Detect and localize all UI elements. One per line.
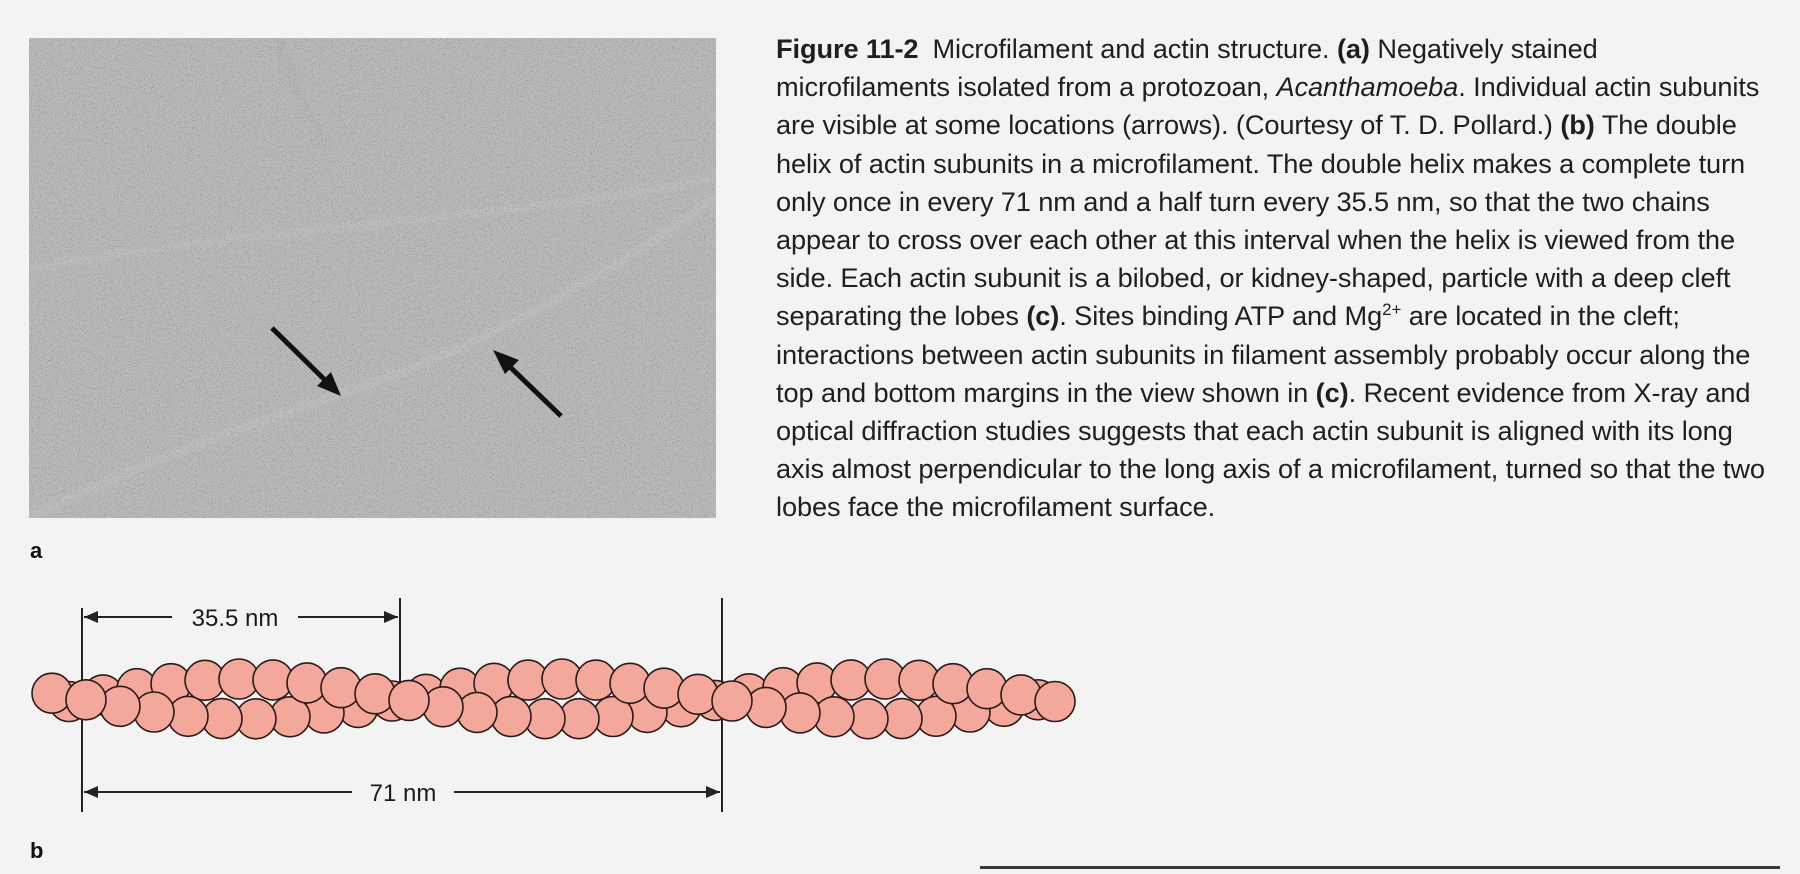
actin-subunit — [712, 681, 752, 721]
actin-subunit — [678, 674, 718, 714]
caption-segment: . Recent evidence from X-ray and optical diffraction studies suggests that each actin subunit is aligned with its long axis almost perpendicular to the long axis of a microfilament, turned so that the two lobes face the microfilament surface. — [776, 376, 1765, 523]
actin-subunit — [100, 686, 140, 726]
caption-segment: (c) — [1026, 300, 1060, 332]
actin-subunit — [644, 668, 684, 708]
caption-segment: (c) — [1315, 376, 1349, 408]
full-turn-dimension — [84, 780, 720, 807]
caption-segment: Negatively stained microfilaments isolated from a protozoan, — [776, 33, 1598, 103]
page-rule — [980, 866, 1780, 869]
caption-segment: . Sites binding ATP and Mg — [1059, 300, 1383, 332]
caption-paragraph — [776, 30, 1776, 527]
actin-helix-diagram — [0, 590, 1100, 820]
caption-segment: 2+ — [1382, 300, 1402, 320]
actin-subunit — [423, 687, 463, 727]
micrograph-svg — [29, 38, 716, 518]
half-turn-label: 35.5 nm — [191, 605, 279, 632]
panel-label-a: a — [30, 538, 43, 563]
caption-segment: Microfilament and actin structure. — [932, 33, 1337, 64]
micrograph-image — [29, 38, 716, 518]
caption-body — [776, 33, 1765, 522]
full-turn-label: 71 nm — [369, 780, 437, 807]
caption-segment: The double helix of actin subunits in a microfilament. The double helix makes a complete turn only once in every 71 nm and a half turn every 35.5 nm, so that the two chains appear to cross over each other at this interval when the helix is viewed from the side. Each actin subunit is a bilobed, or kidney-shaped, particle with a deep cleft separating the lobes — [776, 109, 1746, 332]
actin-subunit — [1001, 675, 1041, 715]
micrograph-grain — [29, 38, 716, 518]
actin-subunit — [746, 687, 786, 727]
actin-subunit — [389, 680, 429, 720]
caption-segment: (a) — [1336, 33, 1370, 64]
actin-subunit — [967, 669, 1007, 709]
helix-svg — [0, 590, 1100, 820]
actin-subunit — [321, 668, 361, 708]
caption-segment: Acanthamoeba — [1276, 71, 1459, 103]
actin-subunit — [32, 673, 72, 713]
panel-label-b: b — [30, 838, 44, 863]
figure-caption — [776, 30, 1776, 527]
actin-subunit — [66, 680, 106, 720]
caption-segment: are located in the cleft; interactions between actin subunits in filament assembly probably occur along the top and bottom margins in the view shown in — [776, 300, 1751, 408]
half-turn-dimension — [84, 605, 398, 632]
actin-subunits — [32, 659, 1075, 739]
figure-label: Figure 11-2 — [776, 33, 919, 64]
actin-subunit — [1035, 682, 1075, 722]
caption-segment: (b) — [1560, 109, 1595, 141]
caption-segment: . Individual actin subunits are visible at some locations (arrows). (Courtesy of T. D. Pollard.) — [776, 71, 1760, 141]
actin-subunit — [355, 674, 395, 714]
